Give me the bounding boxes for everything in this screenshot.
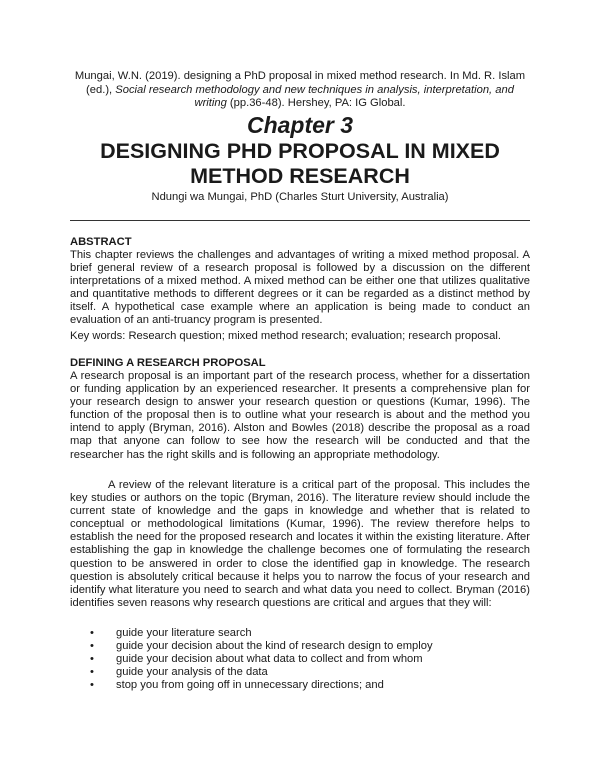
list-item-text: guide your literature search xyxy=(116,627,252,639)
abstract-heading: ABSTRACT xyxy=(70,236,132,248)
abstract-body: This chapter reviews the challenges and advantages of writing a mixed method proposal. A brief general review of a research proposal is followed by a discussion on the different interpretations of a mixed method. A mixed method can be either one that utilizes qualitative and quantitative methods to different degrees or it can be regarded as a distinct method by itself. A hypothetical case example where an application is being made to conduct an evaluation of an anti-truancy program is presented. xyxy=(70,249,530,327)
citation-text: Mungai, W.N. (2019). designing a PhD proposal in mixed method research. In Md. R. Islam (ed.), xyxy=(74,70,526,96)
list-item-text: stop you from going off in unnecessary directions; and xyxy=(116,679,384,692)
citation-pages: (pp.36-48). Hershey, PA: IG Global. xyxy=(226,97,406,110)
section-paragraph-2: A review of the relevant literature is a critical part of the proposal. This includes the key studies or authors on the topic (Bryman, 2016). The literature review should include the current state of knowledge and the gaps in knowledge and whether that is related to conceptual or methodological limitations (Kumar, 1996). The review therefore helps to establish the need for the proposed research and locates it within the existing literature. After establishing the gap in knowledge the challenge becomes one of formulating the research question to be answered in order to close the identified gap in knowledge. The research question is absolutely critical because it helps you to narrow the focus of your research and identify what literature you need to search and what data you need to collect. Bryman (2016) identifies seven reasons why research questions are critical and argues that they will: xyxy=(70,479,530,609)
list-item-text: guide your decision about what data to collect and from whom xyxy=(116,653,423,666)
citation-book-title: Social research methodology and new techniques in analysis, interpretation, and writing xyxy=(115,83,514,110)
section-paragraph-1: A research proposal is an important part of the research process, whether for a dissertation or funding application by an experienced researcher. It presents a comprehensive plan for your research design to answer your research question or questions (Kumar, 1996). The function of the proposal then is to outline what your research is about and the method you intend to apply (Bryman, 2016). Alston and Bowles (2018) describe the proposal as a road map that anyone can follow to see how the research will be conducted and that the researcher has the right skills and is following an appropriate methodology. xyxy=(70,370,530,461)
bullet-icon: • xyxy=(90,666,94,679)
keywords-line: Key words: Research question; mixed method research; evaluation; research proposal. xyxy=(70,330,501,342)
section-heading-defining-proposal: DEFINING A RESEARCH PROPOSAL xyxy=(70,357,266,369)
chapter-label: Chapter 3 xyxy=(246,112,354,138)
bullet-icon: • xyxy=(90,640,94,653)
list-item-text: guide your analysis of the data xyxy=(116,666,268,679)
horizontal-divider xyxy=(70,220,530,221)
list-item xyxy=(70,640,530,653)
list-item-text: guide your decision about the kind of research design to employ xyxy=(116,640,433,653)
list-item xyxy=(70,679,530,692)
list-item xyxy=(70,627,530,640)
bullet-icon: • xyxy=(90,679,94,692)
bullet-icon: • xyxy=(90,627,94,639)
author-line: Ndungi wa Mungai, PhD (Charles Sturt University, Australia) xyxy=(151,191,449,203)
list-item xyxy=(70,666,530,679)
list-item xyxy=(70,653,530,666)
bullet-list xyxy=(70,627,530,692)
chapter-title: DESIGNING PHD PROPOSAL IN MIXED METHOD RESEARCH xyxy=(100,139,500,188)
citation xyxy=(70,70,530,111)
bullet-icon: • xyxy=(90,653,94,666)
